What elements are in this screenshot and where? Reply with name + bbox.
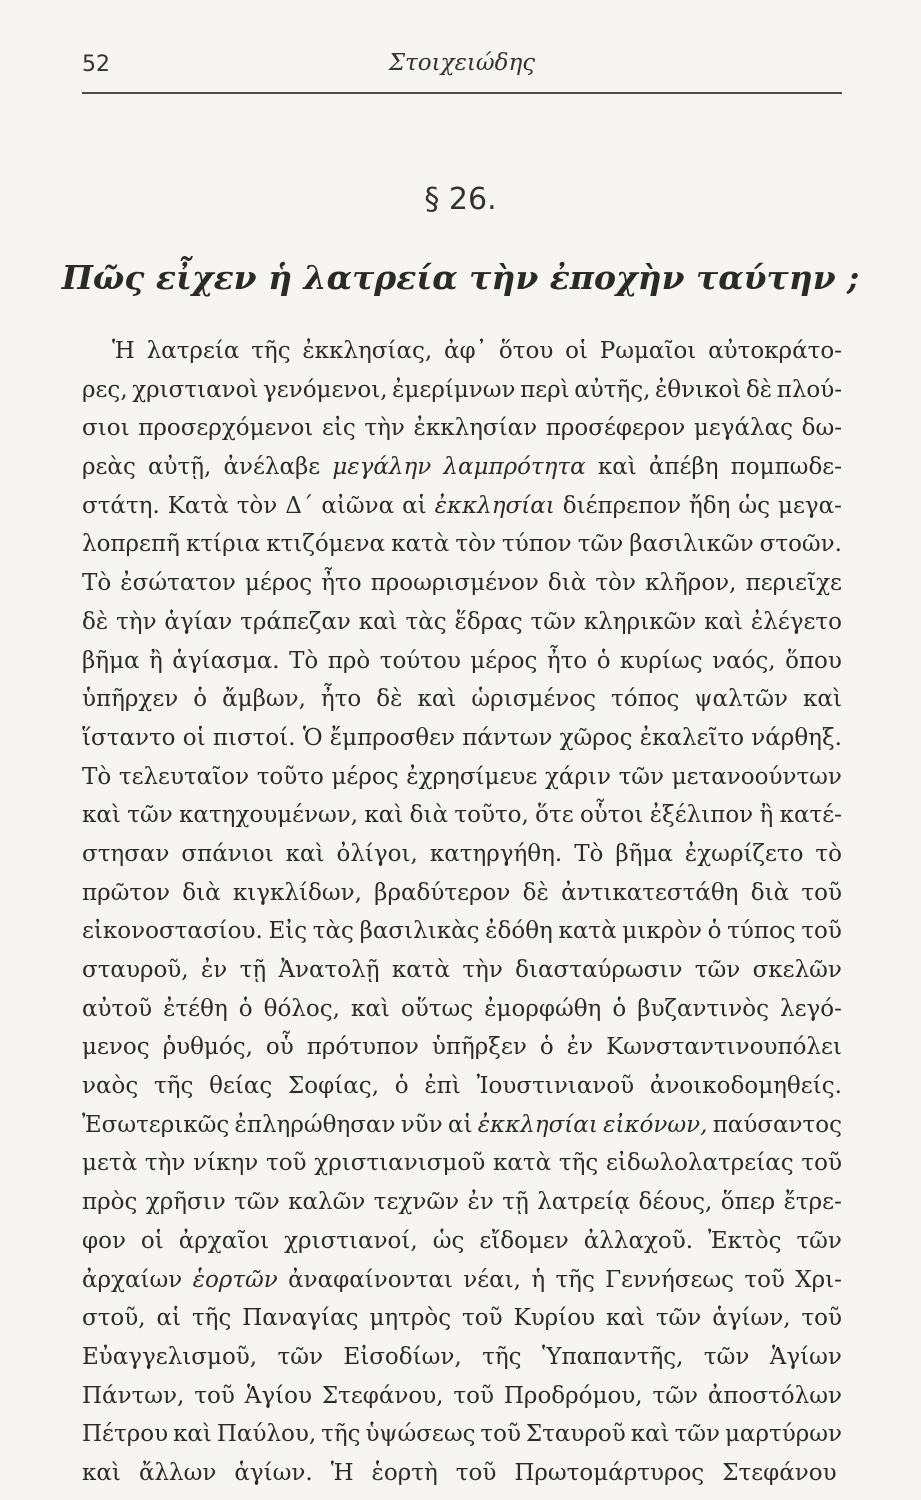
text-line: σιοι προσερχόμενοι εἰς τὴν ἐκκλησίαν προσέφερον μεγάλας δω- <box>82 415 842 442</box>
text-line: Ἡ λατρεία τῆς ἐκκλησίας, ἀφ᾽ ὅτου οἱ Ρωμαῖοι αὐτοκράτο- <box>112 338 842 364</box>
text-line: ρεὰς αὐτῇ, ἀνέλαβε μεγάλην λαμπρότητα καὶ ἀπέβη πομπωδε- <box>82 454 842 481</box>
text-line: πρὸς χρῆσιν τῶν καλῶν τεχνῶν ἐν τῇ λατρείᾳ δέους, ὅπερ ἔτρε- <box>82 1189 842 1216</box>
header-rule <box>82 92 842 94</box>
text-line: βῆμα ἢ ἁγίασμα. Τὸ πρὸ τούτου μέρος ἦτο ὁ κυρίως ναός, ὅπου <box>82 647 842 674</box>
text-line: ρες, χριστιανοὶ γενόμενοι, ἐμερίμνων περὶ αὐτῆς, ἐθνικοὶ δὲ πλού- <box>82 376 842 403</box>
text-line: φον οἱ ἀρχαῖοι χριστιανοί, ὡς εἴδομεν ἀλλαχοῦ. Ἐκτὸς τῶν <box>82 1227 842 1254</box>
text-line: στάτη. Κατὰ τὸν Δ´ αἰῶνα αἱ ἐκκλησίαι διέπρεπον ἤδη ὡς μεγα- <box>82 492 842 519</box>
text-line: Τὸ ἐσώτατον μέρος ἦτο προωρισμένον διὰ τὸν κλῆρον, περιεῖχε <box>82 570 842 597</box>
page-number: 52 <box>82 52 110 77</box>
body-text <box>82 332 842 1493</box>
running-head: Στοιχειώδης <box>388 50 536 76</box>
text-line: μετὰ τὴν νίκην τοῦ χριστιανισμοῦ κατὰ τῆς εἰδωλολατρείας τοῦ <box>82 1150 842 1177</box>
text-line: μενος ῥυθμός, οὗ πρότυπον ὑπῆρξεν ὁ ἐν Κωνσταντινουπόλει <box>82 1034 842 1061</box>
text-line: Τὸ τελευταῖον τοῦτο μέρος ἐχρησίμευε χάριν τῶν μετανοούντων <box>82 763 842 790</box>
text-line: ὑπῆρχεν ὁ ἄμβων, ἦτο δὲ καὶ ὡρισμένος τόπος ψαλτῶν καὶ <box>82 686 842 713</box>
text-line: καὶ ἄλλων ἁγίων. Ἡ ἑορτὴ τοῦ Πρωτομάρτυρος Στεφάνου <box>82 1459 837 1486</box>
text-line: λοπρεπῆ κτίρια κτιζόμενα κατὰ τὸν τύπον τῶν βασιλικῶν στοῶν. <box>82 531 842 558</box>
text-line: Ἐσωτερικῶς ἐπληρώθησαν νῦν αἱ ἐκκλησίαι εἰκόνων, παύσαντος <box>82 1111 842 1138</box>
section-number: § 26. <box>424 182 497 217</box>
text-line: στοῦ, αἱ τῆς Παναγίας μητρὸς τοῦ Κυρίου καὶ τῶν ἁγίων, τοῦ <box>82 1305 842 1332</box>
page-header <box>82 44 842 90</box>
text-line: σταυροῦ, ἐν τῇ Ἀνατολῇ κατὰ τὴν διασταύρωσιν τῶν σκελῶν <box>82 957 842 983</box>
text-line: ἀρχαίων ἑορτῶν ἀναφαίνονται νέαι, ἡ τῆς Γεννήσεως τοῦ Χρι- <box>82 1266 842 1293</box>
text-line: Πέτρου καὶ Παύλου, τῆς ὑψώσεως τοῦ Σταυροῦ καὶ τῶν μαρτύρων <box>82 1421 842 1448</box>
text-line: στησαν σπάνιοι καὶ ὀλίγοι, κατηργήθη. Τὸ βῆμα ἐχωρίζετο τὸ <box>82 840 842 867</box>
text-line: αὐτοῦ ἐτέθη ὁ θόλος, καὶ οὕτως ἐμορφώθη ὁ βυζαντινὸς λεγό- <box>82 995 842 1022</box>
text-line: δὲ τὴν ἁγίαν τράπεζαν καὶ τὰς ἕδρας τῶν κληρικῶν καὶ ἐλέγετο <box>82 608 842 635</box>
text-line: πρῶτον διὰ κιγκλίδων, βραδύτερον δὲ ἀντικατεστάθη διὰ τοῦ <box>82 879 842 906</box>
text-line: καὶ τῶν κατηχουμένων, καὶ διὰ τοῦτο, ὅτε οὗτοι ἐξέλιπον ἢ κατέ- <box>82 802 842 829</box>
text-line: ἵσταντο οἱ πιστοί. Ὁ ἔμπροσθεν πάντων χῶρος ἐκαλεῖτο νάρθηξ. <box>82 724 842 751</box>
text-line: Πάντων, τοῦ Ἁγίου Στεφάνου, τοῦ Προδρόμου, τῶν ἀποστόλων <box>82 1382 842 1409</box>
text-line: ναὸς τῆς θείας Σοφίας, ὁ ἐπὶ Ἰουστινιανοῦ ἀνοικοδομηθείς. <box>82 1073 842 1100</box>
text-line: Εὐαγγελισμοῦ, τῶν Εἰσοδίων, τῆς Ὑπαπαντῆς, τῶν Ἁγίων <box>82 1343 842 1370</box>
text-line: εἰκονοστασίου. Εἰς τὰς βασιλικὰς ἐδόθη κατὰ μικρὸν ὁ τύπος τοῦ <box>82 918 842 945</box>
section-title: Πῶς εἶχεν ἡ λατρεία τὴν ἐποχὴν ταύτην ; <box>61 258 860 297</box>
